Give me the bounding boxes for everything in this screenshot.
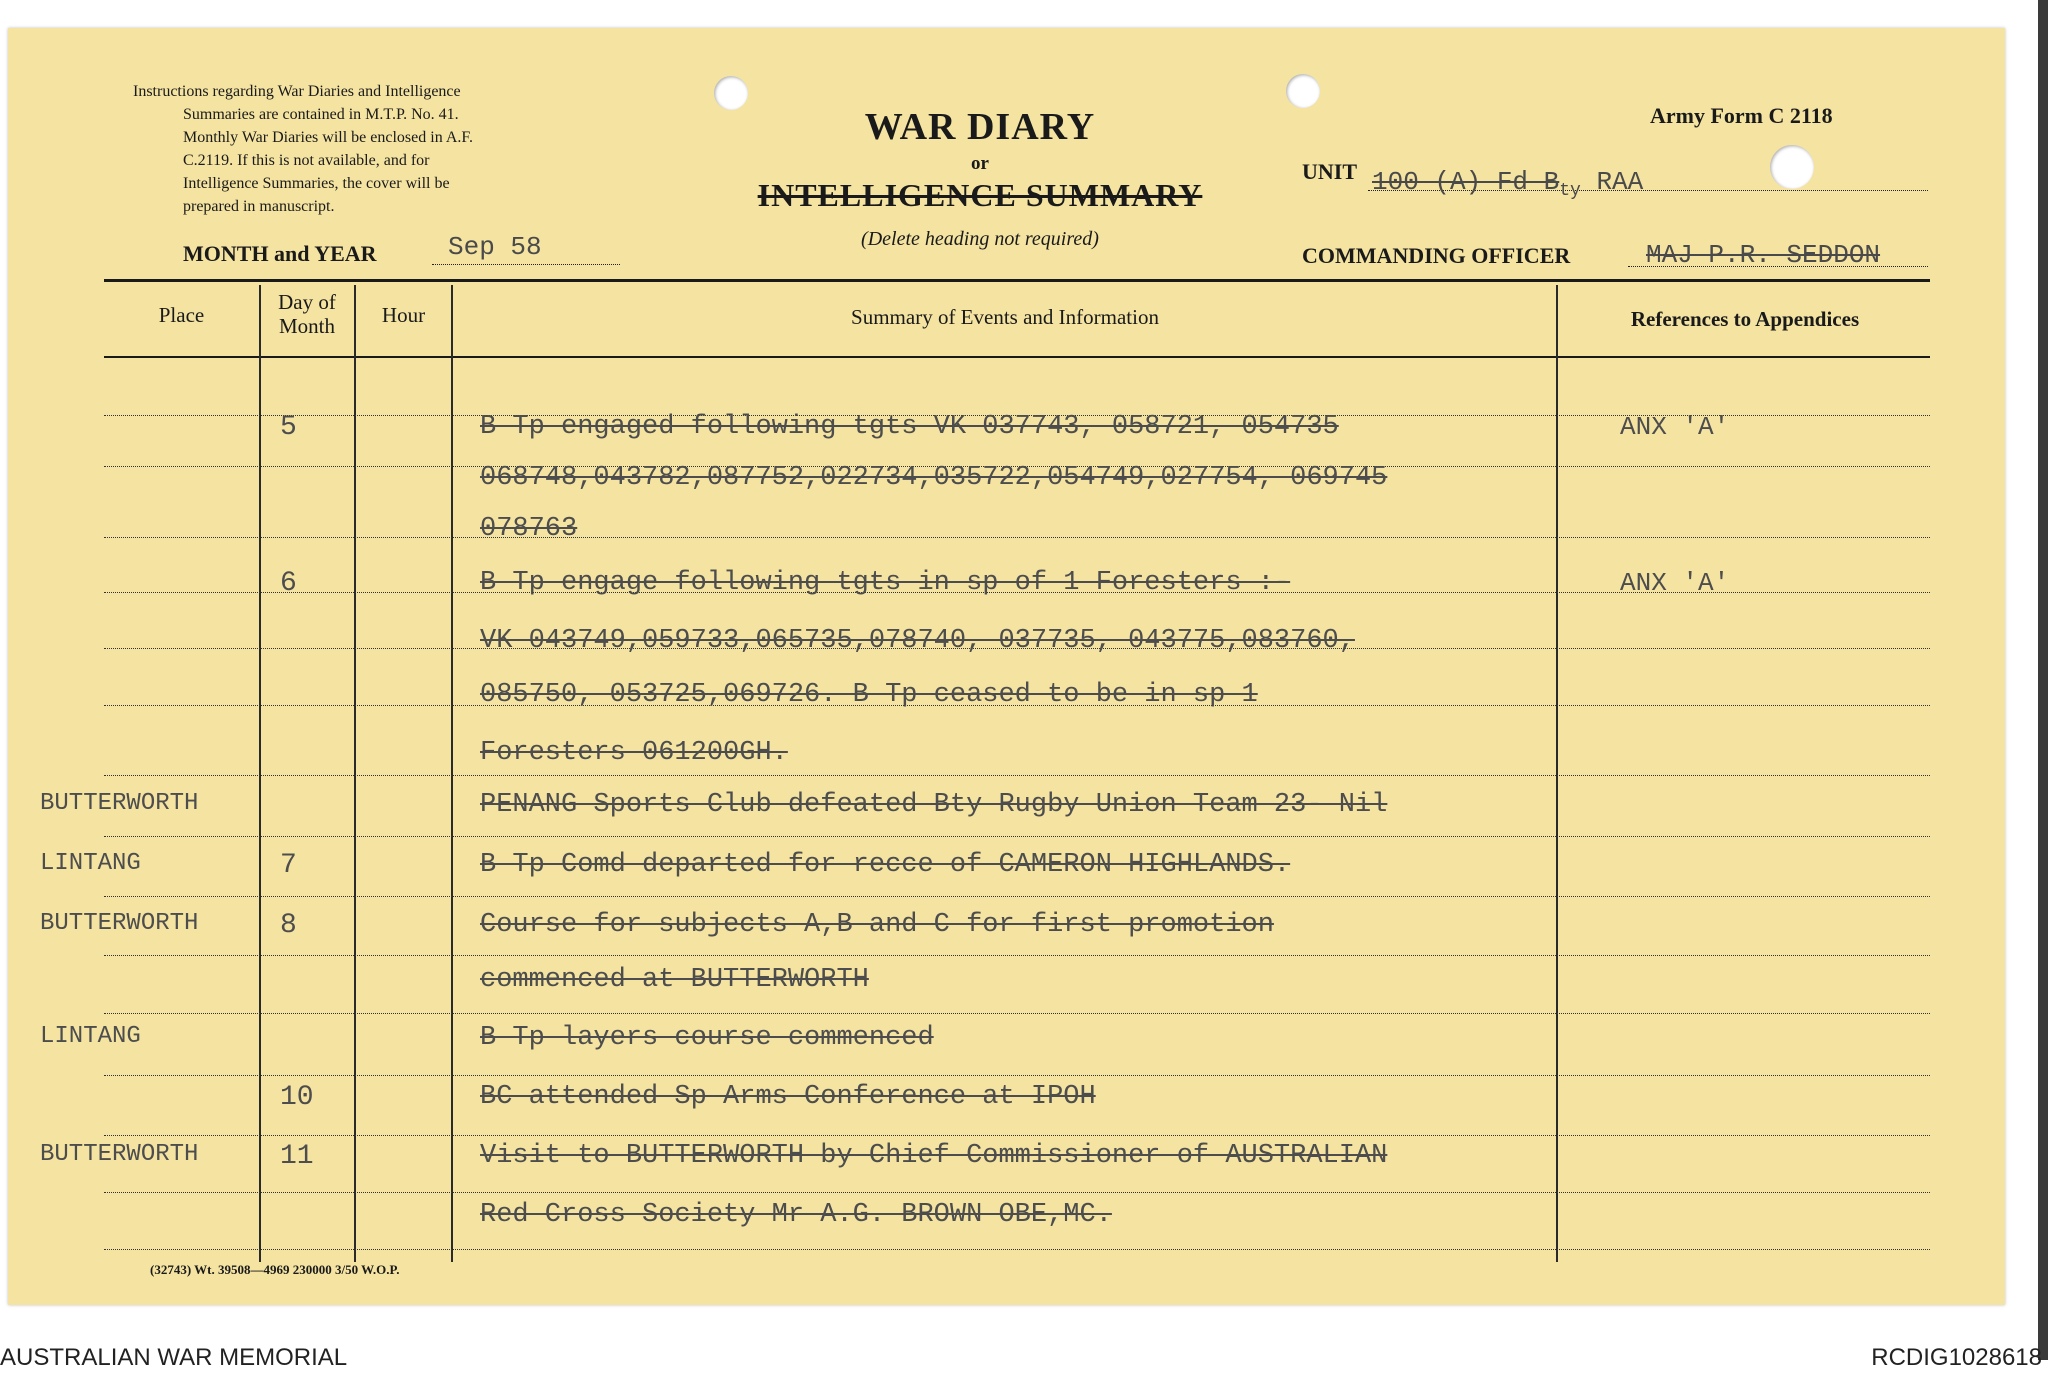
entry-summary: BC attended Sp Arms Conference at IPOH [480, 1082, 1096, 1112]
entry-summary: B Tp layers course commenced [480, 1023, 934, 1053]
entry-day: 5 [280, 412, 297, 443]
title-note: (Delete heading not required) [861, 228, 1099, 250]
instructions-line: Instructions regarding War Diaries and Intelligence [133, 83, 461, 100]
entry-summary: 068748,043782,087752,022734,035722,054749,027754, 069745 [480, 463, 1388, 493]
row-rule [104, 955, 1930, 956]
entry-summary: 078763 [480, 514, 578, 544]
entry-day: 7 [280, 850, 297, 881]
instructions-text [133, 80, 638, 218]
instructions-line: Summaries are contained in M.T.P. No. 41. [183, 106, 459, 123]
table-top-rule [104, 279, 1930, 282]
row-rule [104, 896, 1930, 897]
entry-summary: Foresters 061200GH. [480, 738, 788, 768]
entry-place: LINTANG [40, 1023, 141, 1050]
title-war-diary: WAR DIARY [864, 106, 1096, 148]
form-number: Army Form C 2118 [1650, 103, 1833, 128]
column-divider [451, 285, 453, 1262]
unit-value-tail: RAA [1596, 167, 1644, 197]
entry-day: 10 [280, 1082, 314, 1113]
commanding-officer-label: COMMANDING OFFICER [1302, 243, 1571, 268]
commanding-officer-value: MAJ P.R. SEDDON [1646, 240, 1881, 270]
entry-summary: commenced at BUTTERWORTH [480, 965, 869, 995]
unit-value [1372, 167, 1643, 201]
print-code: (32743) Wt. 39508—4969 230000 3/50 W.O.P. [150, 1262, 400, 1277]
punch-hole-middle [1286, 74, 1320, 108]
entry-summary: VK 043749,059733,065735,078740, 037735, 043775,083760, [480, 626, 1355, 656]
instructions-line: C.2119. If this is not available, and for [183, 152, 430, 169]
month-year-line [432, 264, 620, 265]
row-rule [104, 1249, 1930, 1250]
entry-summary: B Tp engage following tgts in sp of 1 Foresters :- [480, 568, 1291, 598]
column-divider [259, 285, 261, 1262]
column-header-references: References to Appendices [1630, 307, 1860, 331]
row-rule [104, 1075, 1930, 1076]
row-rule [104, 775, 1930, 776]
punch-hole-right [1770, 145, 1814, 189]
table-header-rule [104, 356, 1930, 358]
column-header-hour: Hour [381, 303, 426, 327]
caption-left: AUSTRALIAN WAR MEMORIAL [0, 1344, 348, 1371]
entry-day: 6 [280, 568, 297, 599]
unit-label: UNIT [1302, 159, 1358, 184]
column-divider [354, 285, 356, 1262]
entry-place: BUTTERWORTH [40, 910, 199, 937]
form-title [730, 105, 1230, 251]
entry-summary: B Tp Comd departed for recce of CAMERON HIGHLANDS. [480, 850, 1291, 880]
title-intelligence-summary: INTELLIGENCE SUMMARY [757, 177, 1203, 213]
row-rule [104, 1192, 1930, 1193]
entry-summary: PENANG Sports Club defeated Bty Rugby Union Team 23- Nil [480, 790, 1388, 820]
entry-reference: ANX 'A' [1620, 568, 1730, 598]
row-rule [104, 836, 1930, 837]
month-year-label: MONTH and YEAR [183, 241, 377, 266]
entry-summary: Course for subjects A,B and C for first promotion [480, 910, 1274, 940]
instructions-line: Intelligence Summaries, the cover will be [183, 175, 450, 192]
unit-value-struck: 100 (A) Fd B [1372, 167, 1560, 197]
column-header-summary: Summary of Events and Information [851, 305, 1159, 329]
instructions-line: Monthly War Diaries will be enclosed in A.F. [183, 129, 473, 146]
column-header-place: Place [158, 303, 205, 327]
row-rule [104, 1013, 1930, 1014]
entry-reference: ANX 'A' [1620, 412, 1730, 442]
entry-summary: B Tp engaged following tgts VK 037743, 058721, 054735 [480, 412, 1339, 442]
month-year-value: Sep 58 [448, 232, 542, 262]
entry-summary: Visit to BUTTERWORTH by Chief Commissioner of AUSTRALIAN [480, 1141, 1388, 1171]
column-header-day: Day of Month [278, 290, 336, 338]
entry-day: 8 [280, 910, 297, 941]
entry-place: LINTANG [40, 850, 141, 877]
entry-summary: Red Cross Society Mr A.G. BROWN OBE,MC. [480, 1200, 1112, 1230]
caption-right: RCDIG1028618 [1871, 1344, 2042, 1371]
instructions-line: prepared in manuscript. [183, 198, 335, 215]
row-rule [104, 1135, 1930, 1136]
unit-value-sub: ty [1559, 181, 1581, 202]
entry-day: 11 [280, 1141, 314, 1172]
entry-place: BUTTERWORTH [40, 790, 199, 817]
entry-summary: 085750, 053725,069726. B Tp ceased to be in sp 1 [480, 680, 1258, 710]
entry-place: BUTTERWORTH [40, 1141, 199, 1168]
title-or: or [971, 153, 989, 174]
scan-edge [2038, 0, 2048, 1360]
column-divider [1556, 285, 1558, 1262]
row-rule [104, 537, 1930, 538]
